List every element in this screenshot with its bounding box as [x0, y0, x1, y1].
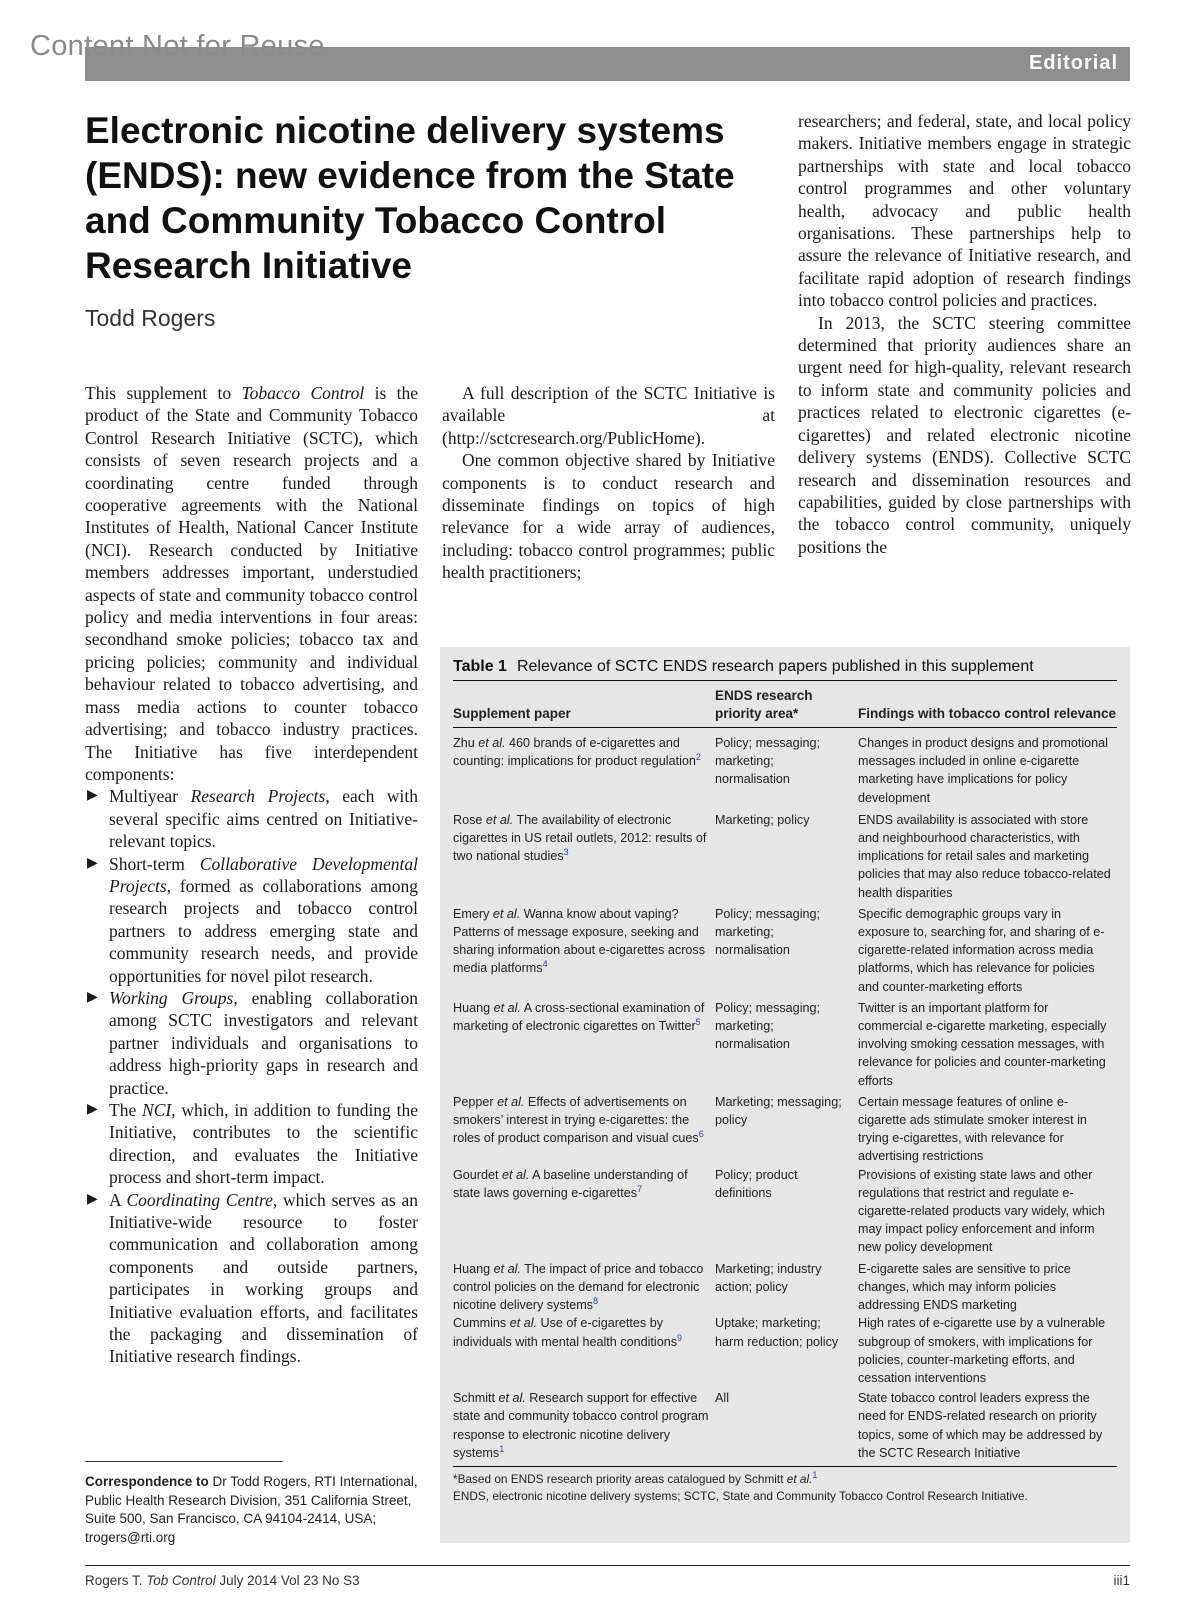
text-span: Short-term: [109, 853, 200, 874]
table-1: [440, 647, 1130, 1543]
priority-area-cell: Marketing; policy: [715, 812, 810, 827]
table-caption: [453, 654, 1117, 681]
paper-cell: [453, 1314, 715, 1387]
text-span: Research support for effective state and community tobacco control program response to electronic nicotine delivery systems: [453, 1391, 709, 1460]
reference-marker: 3: [563, 847, 569, 858]
table-abbreviations: ENDS, electronic nicotine delivery systems; SCTC, State and Community Tobacco Control Research Initiative.: [453, 1488, 1028, 1503]
priority-area-cell: Uptake; marketing; harm reduction; policy: [715, 1316, 839, 1349]
table-number: Table 1: [453, 658, 507, 675]
bullet-triangle-icon: ▶: [87, 788, 98, 804]
text-span: et al.: [485, 812, 514, 827]
reference-marker: 5: [695, 1016, 701, 1027]
priority-area-cell: Policy; messaging; marketing; normalisation: [715, 906, 820, 958]
text-span: Rogers T.: [85, 1573, 147, 1588]
findings-cell: ENDS availability is associated with store and neighbourhood characteristics, with implications for retail sales and marketing policies that may also reduce tobacco-related health disparities: [858, 812, 1111, 900]
table-header-row: [453, 681, 1117, 728]
text-span: July 2014 Vol 23 No S3: [215, 1573, 360, 1588]
paper-cell: [453, 1257, 715, 1315]
text-span: Emery: [453, 906, 493, 921]
paragraph: In 2013, the SCTC steering committee determined that priority audiences share an urgent need for high-quality, relevant research to inform state and community policies and practices related to electronic cigarettes (e-cigarettes) and related electronic nicotine delivery systems (ENDS). Collective SCTC research and dissemination resources and capabilities, guided by close partnerships with the tobacco control community, uniquely positions the: [798, 312, 1131, 557]
component-name: NCI: [142, 1100, 172, 1120]
text-span: et al.: [509, 1316, 537, 1331]
table-title: Relevance of SCTC ENDS research papers published in this supplement: [516, 658, 1034, 675]
priority-area-cell: Policy; messaging; marketing; normalisation: [715, 1000, 820, 1052]
reference-marker: 1: [499, 1443, 505, 1454]
text-span: , enabling collaboration among SCTC investigators and relevant partner individuals and organisations to address high-priority gaps in research and practice.: [109, 987, 418, 1098]
journal-name: Tobacco Control: [241, 383, 365, 403]
text-span: A baseline understanding of state laws governing e-cigarettes: [453, 1167, 688, 1200]
journal-abbrev: Tob Control: [146, 1573, 216, 1588]
priority-area-cell: Marketing; industry action; policy: [715, 1261, 822, 1294]
text-span: et al.: [497, 1094, 525, 1109]
text-span: *Based on ENDS research priority areas catalogued by Schmitt: [453, 1471, 787, 1486]
body-column-2: [442, 382, 775, 584]
text-span: The: [109, 1100, 143, 1120]
reference-marker: 4: [542, 959, 548, 970]
table-row: [453, 996, 1117, 1090]
text-span: 460 brands of e-cigarettes and counting: implications for product regulation: [453, 736, 696, 769]
table-row: [453, 902, 1117, 996]
text-span: A: [109, 1189, 127, 1210]
paragraph: researchers; and federal, state, and local policy makers. Initiative members engage in strategic partnerships with state and local tobacco control programmes and other voluntary health, advocacy and public health organisations. These partnerships help to assure the relevance of Initiative research, and facilitate rapid adoption of research findings into tobacco control policies and practices.: [798, 111, 1131, 311]
table-row: [453, 1090, 1117, 1166]
list-item: [85, 1189, 418, 1368]
text-span: Zhu: [453, 736, 479, 750]
correspondence-text: Dr Todd Rogers, RTI International, Public Health Research Division, 351 California Street, Suite 500, San Francisco, CA 94104-2414, USA; trogers@rti.org: [85, 1474, 418, 1545]
findings-cell: E-cigarette sales are sensitive to price changes, which may inform policies addressing ENDS marketing: [858, 1261, 1071, 1313]
component-name: Working Groups: [109, 987, 234, 1008]
text-span: et al.: [786, 1471, 813, 1486]
text-span: , which, in addition to funding the Initiative, contributes to the scientific direction, and evaluates the Initiative process and short-term impact.: [109, 1100, 418, 1188]
table-notes: [453, 1467, 1117, 1505]
text-span: Rose: [453, 812, 486, 827]
component-name: Research Projects: [190, 786, 326, 807]
correspondence-label: Correspondence to: [85, 1474, 209, 1489]
findings-cell: Changes in product designs and promotional messages included in online e-cigarette marketing have implications for policy development: [858, 736, 1108, 805]
bullet-triangle-icon: ▶: [87, 1102, 98, 1117]
findings-cell: High rates of e-cigarette use by a vulnerable subgroup of smokers, with implications for policies, counter-marketing efforts, and cessation interventions: [858, 1316, 1106, 1385]
table-body: [453, 728, 1117, 1467]
text-span: Use of e-cigarettes by individuals with mental health conditions: [453, 1316, 678, 1349]
component-name: Collaborative Developmental Projects: [109, 853, 418, 896]
reference-marker: 9: [677, 1332, 683, 1343]
text-span: , formed as collaborations among research projects and tobacco control partners to address emerging state and community research needs, and provide opportunities for novel pilot research.: [109, 875, 418, 986]
table-row: [453, 1314, 1117, 1387]
text-span: , which serves as an Initiative-wide resource to foster communication and collaboration among components and outside partners, participates in working groups and Initiative evaluation efforts, and facilitates the packaging and dissemination of Initiative research findings.: [109, 1189, 418, 1367]
priority-area-cell: Marketing; messaging; policy: [715, 1094, 842, 1128]
table-row: [453, 1257, 1117, 1315]
text-span: Huang: [453, 1000, 494, 1015]
correspondence-note: [85, 1473, 425, 1547]
text-span: Schmitt: [453, 1391, 499, 1406]
text-span: et al.: [478, 736, 506, 750]
column-header: Supplement paper: [453, 681, 715, 728]
text-span: Wanna know about vaping? Patterns of message exposure, seeking and sharing information about e-cigarettes across media platforms: [453, 906, 706, 976]
paragraph: One common objective shared by Initiative components is to conduct research and disseminate findings on topics of high relevance for a wide array of audiences, including: tobacco control programmes; public health practitioners;: [442, 450, 775, 583]
text-span: This supplement to: [85, 383, 242, 403]
article-title: Electronic nicotine delivery systems (ENDS): new evidence from the State and Community Tobacco Control Research Initiative: [85, 110, 735, 286]
priority-area-cell: All: [715, 1387, 858, 1466]
text-span: et al.: [493, 1000, 521, 1015]
footnote-divider: [85, 1461, 283, 1462]
page-number: iii1: [1113, 1573, 1130, 1588]
paper-cell: [453, 996, 715, 1090]
table-row: [453, 728, 1117, 807]
bullet-triangle-icon: ▶: [87, 1191, 98, 1207]
priority-area-cell: Policy; product definitions: [715, 1167, 798, 1200]
component-name: Coordinating Centre: [126, 1189, 273, 1210]
table-row: [453, 1166, 1117, 1257]
column-header: Findings with tobacco control relevance: [858, 681, 1117, 728]
reference-marker: 6: [698, 1129, 704, 1140]
relevance-table: [453, 681, 1117, 1467]
text-span: is the product of the State and Community Tobacco Control Research Initiative (SCTC), which consists of seven research projects and a coordinating centre funded through cooperative agreements with the National Institutes of Health, National Cancer Institute (NCI). Research conducted by Initiative members addresses important, understudied aspects of state and community tobacco control policy and media interventions in four areas: secondhand smoke policies; tobacco tax and pricing policies; community and individual behaviour related to tobacco advertising, and mass media actions to counter tobacco advertising; and tobacco industry practices. The Initiative has five interdependent components:: [85, 383, 418, 784]
reference-marker: 2: [695, 752, 701, 763]
bullet-triangle-icon: ▶: [87, 989, 98, 1005]
text-span: et al.: [502, 1167, 530, 1182]
findings-cell: State tobacco control leaders express the need for ENDS-related research on priority topics, some of which may be addressed by the SCTC Research Initiative: [858, 1387, 1117, 1466]
paper-cell: [453, 902, 715, 996]
reference-marker: 1: [812, 1470, 818, 1480]
components-list: [85, 785, 418, 1368]
paper-cell: [453, 728, 715, 807]
table-row: [453, 807, 1117, 902]
text-span: et al.: [498, 1391, 526, 1406]
priority-area-cell: Policy; messaging; marketing; normalisation: [715, 736, 820, 787]
table-row: [453, 1387, 1117, 1466]
body-column-1: [85, 382, 418, 1368]
footer-citation: [85, 1573, 360, 1588]
paper-cell: [453, 807, 715, 902]
findings-cell: Provisions of existing state laws and other regulations that restrict and regulate e-cigarette-related products vary widely, which may impact policy enforcement and inform new policy development: [858, 1167, 1105, 1255]
text-span: , each with several specific aims centred on Initiative-relevant topics.: [109, 786, 418, 852]
list-item: [85, 987, 418, 1099]
list-item: [85, 853, 418, 987]
intro-paragraph: [85, 382, 418, 785]
author-name: Todd Rogers: [85, 305, 216, 331]
text-span: et al.: [492, 906, 521, 921]
findings-cell: Specific demographic groups vary in exposure to, searching for, and sharing of e-cigarette-related information across media platforms, which has relevance for policies and counter-marketing efforts: [858, 906, 1105, 994]
bullet-triangle-icon: ▶: [87, 855, 98, 871]
paper-cell: [453, 1387, 715, 1466]
text-span: Huang: [453, 1261, 494, 1276]
reference-marker: 8: [592, 1295, 598, 1306]
table-footnote: [453, 1471, 1117, 1488]
text-span: Effects of advertisements on smokers’ interest in trying e-cigarettes: the roles of product comparison and visual cues: [453, 1094, 699, 1146]
paragraph: A full description of the SCTC Initiative is available at (http://sctcresearch.org/PublicHome).: [442, 383, 775, 448]
reference-marker: 7: [637, 1183, 643, 1194]
footer-divider: [85, 1565, 1130, 1566]
text-span: Multiyear: [109, 786, 191, 807]
column-header: ENDS research priority area*: [715, 681, 858, 728]
watermark: Content Not for Reuse: [30, 30, 325, 62]
paper-cell: [453, 1090, 715, 1166]
text-span: Pepper: [453, 1094, 498, 1109]
list-item: [85, 1099, 418, 1189]
body-column-3: [798, 110, 1131, 558]
text-span: A cross-sectional examination of marketing of electronic cigarettes on Twitter: [453, 1000, 705, 1034]
text-span: The availability of electronic cigarettes in US retail outlets, 2012: results of two national studies: [453, 812, 707, 864]
paper-cell: [453, 1166, 715, 1257]
findings-cell: Twitter is an important platform for commercial e-cigarette marketing, especially involving smoking cessation messages, with relevance for policies and counter-marketing efforts: [858, 1000, 1107, 1088]
section-label: Editorial: [1028, 52, 1118, 74]
text-span: Gourdet: [453, 1167, 503, 1182]
text-span: The impact of price and tobacco control policies on the demand for electronic nicotine delivery systems: [453, 1261, 704, 1313]
text-span: Cummins: [453, 1316, 510, 1331]
list-item: [85, 785, 418, 852]
findings-cell: Certain message features of online e-cigarette ads stimulate smoker interest in trying e-cigarettes, with relevance for advertising restrictions: [858, 1094, 1087, 1164]
text-span: et al.: [493, 1261, 521, 1276]
